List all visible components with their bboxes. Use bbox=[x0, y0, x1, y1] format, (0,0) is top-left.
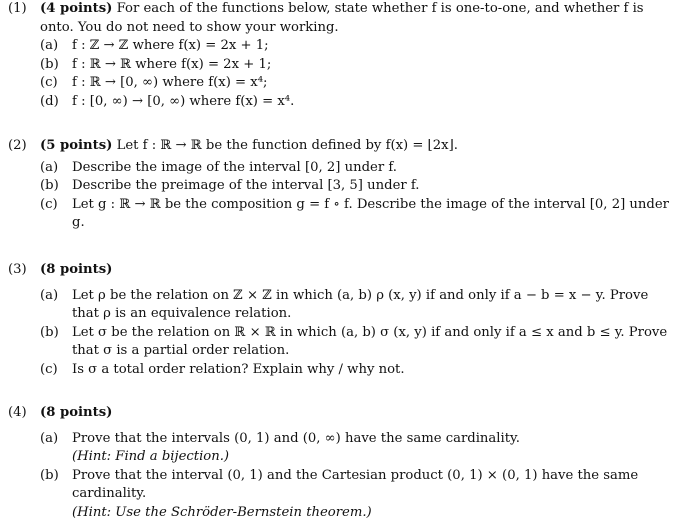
part-text: f : [0, ∞) → [0, ∞) where f(x) = x⁴. bbox=[72, 93, 295, 109]
part-label: (a) bbox=[40, 159, 59, 175]
question-number: (4) bbox=[8, 405, 27, 420]
part-1c bbox=[8, 74, 672, 93]
part-text: Is σ a total order relation? Explain why / why not. bbox=[72, 361, 405, 377]
part-2c bbox=[8, 196, 672, 233]
part-3a bbox=[8, 287, 672, 324]
part-4a bbox=[8, 430, 672, 467]
question-text: Let f : ℝ → ℝ be the function defined by f(x) = ⌊2x⌋. bbox=[116, 138, 458, 153]
question-points: (5 points) bbox=[40, 138, 113, 153]
part-label: (a) bbox=[40, 287, 59, 303]
part-label: (a) bbox=[40, 38, 59, 53]
part-hint: (Hint: Find a bijection.) bbox=[72, 449, 230, 464]
part-4b bbox=[8, 467, 672, 523]
part-2a bbox=[8, 159, 672, 178]
question-1-parts bbox=[8, 37, 672, 111]
part-label: (c) bbox=[40, 75, 58, 90]
question-2-parts bbox=[8, 159, 672, 233]
part-label: (b) bbox=[40, 178, 59, 193]
question-text: For each of the functions below, state whether f is one-to-one, and whether f is onto. You do not need to show your working. bbox=[40, 1, 644, 35]
part-label: (d) bbox=[40, 93, 59, 109]
question-3-parts bbox=[8, 287, 672, 380]
question-2-header bbox=[8, 137, 672, 156]
part-text: Describe the image of the interval [0, 2] under f. bbox=[72, 159, 397, 175]
question-number: (1) bbox=[8, 1, 27, 16]
question-4 bbox=[8, 404, 672, 522]
question-1-header bbox=[8, 0, 672, 37]
question-4-parts bbox=[8, 430, 672, 523]
question-1 bbox=[8, 0, 672, 111]
part-label: (c) bbox=[40, 361, 58, 377]
part-text: Let σ be the relation on ℝ × ℝ in which (a, b) σ (x, y) if and only if a ≤ x and b ≤ y. Prove that σ is a partial order relation. bbox=[72, 324, 668, 358]
question-2 bbox=[8, 137, 672, 233]
question-points: (4 points) bbox=[40, 1, 113, 16]
part-label: (b) bbox=[40, 324, 59, 340]
question-number: (2) bbox=[8, 138, 27, 153]
question-points: (8 points) bbox=[40, 262, 113, 277]
question-4-header bbox=[8, 404, 672, 423]
part-text: f : ℤ → ℤ where f(x) = 2x + 1; bbox=[72, 38, 269, 53]
part-1a bbox=[8, 37, 672, 56]
question-points: (8 points) bbox=[40, 405, 113, 420]
part-text: Prove that the interval (0, 1) and the Cartesian product (0, 1) × (0, 1) have the same cardinality. bbox=[72, 467, 639, 501]
part-1d bbox=[8, 93, 672, 112]
question-3 bbox=[8, 261, 672, 379]
part-3c bbox=[8, 361, 672, 380]
part-text: Prove that the intervals (0, 1) and (0, ∞) have the same cardinality. bbox=[72, 430, 520, 446]
part-label: (c) bbox=[40, 196, 58, 212]
question-number: (3) bbox=[8, 262, 27, 277]
part-text: f : ℝ → ℝ where f(x) = 2x + 1; bbox=[72, 56, 272, 72]
part-3b bbox=[8, 324, 672, 361]
part-text: Describe the preimage of the interval [3, 5] under f. bbox=[72, 178, 420, 193]
part-label: (b) bbox=[40, 467, 59, 483]
part-text: f : ℝ → [0, ∞) where f(x) = x⁴; bbox=[72, 75, 268, 90]
part-2b bbox=[8, 177, 672, 196]
part-label: (a) bbox=[40, 430, 59, 446]
part-1b bbox=[8, 56, 672, 75]
part-label: (b) bbox=[40, 56, 59, 72]
part-hint: (Hint: Use the Schröder-Bernstein theorem.) bbox=[72, 504, 372, 520]
part-text: Let ρ be the relation on ℤ × ℤ in which (a, b) ρ (x, y) if and only if a − b = x − y. Prove that ρ is an equivalence relation. bbox=[72, 287, 649, 321]
question-3-header bbox=[8, 261, 672, 280]
part-text: Let g : ℝ → ℝ be the composition g = f ∘ f. Describe the image of the interval [0, 2] under g. bbox=[72, 196, 669, 230]
